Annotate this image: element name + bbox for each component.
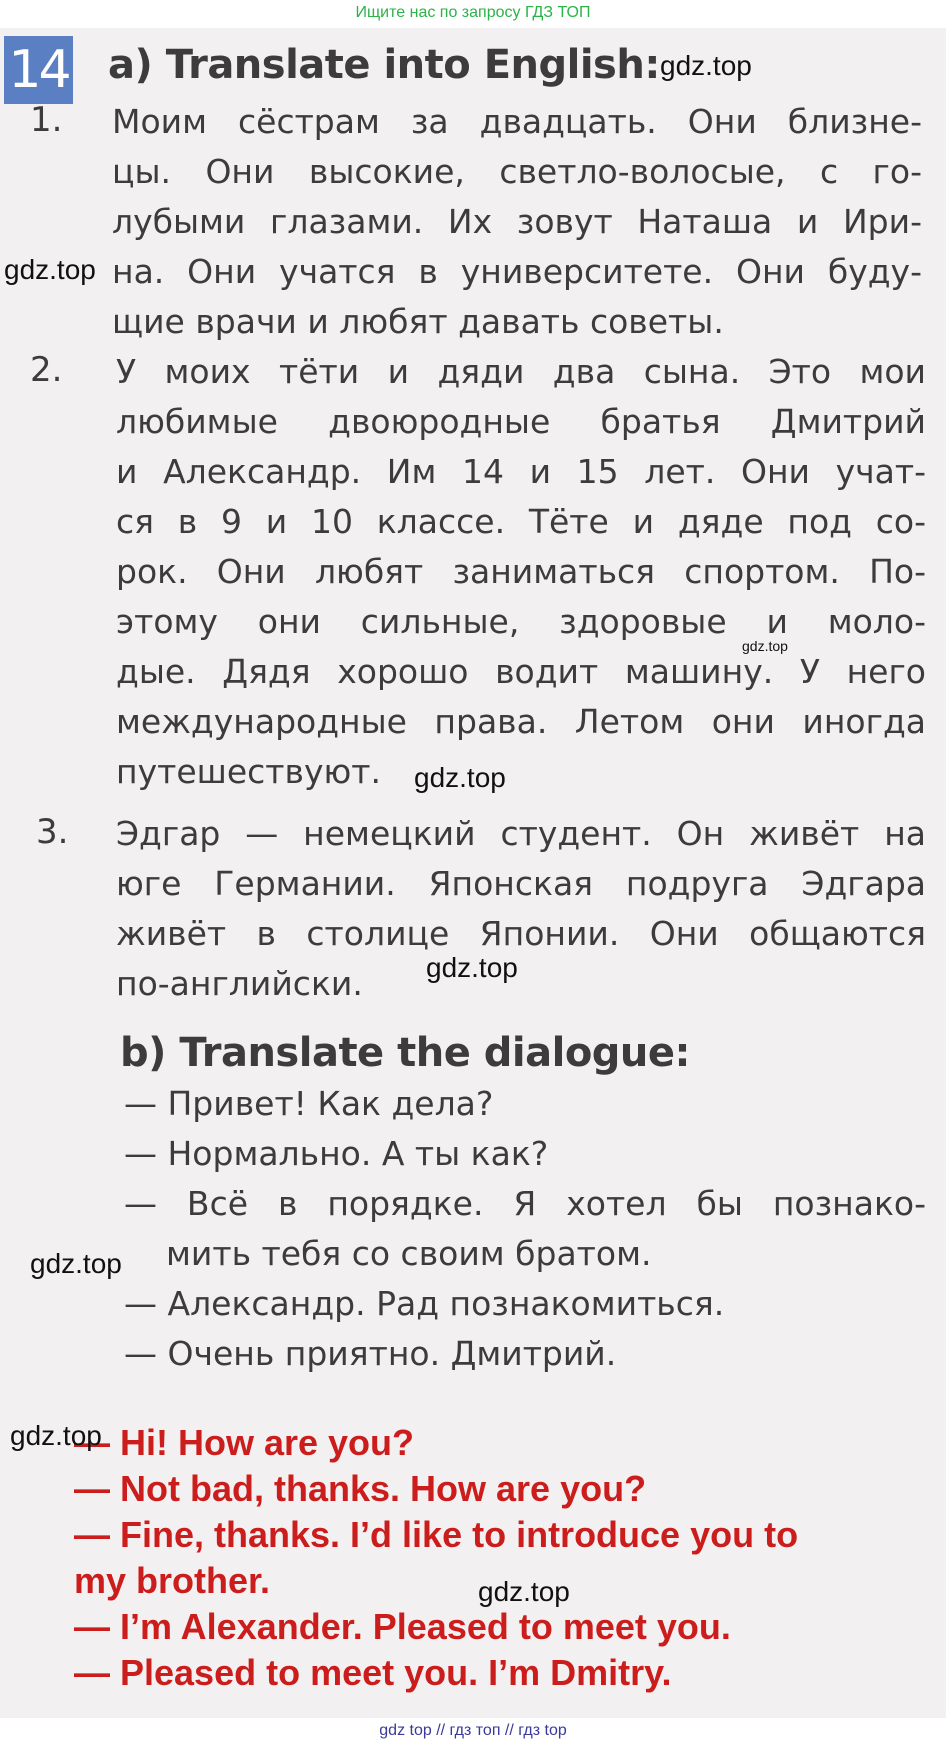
footer-links[interactable]: gdz top // гдз топ // гдз top xyxy=(379,1722,567,1739)
answer-line-2: — Not bad, thanks. How are you? xyxy=(74,1468,647,1509)
watermark: gdz.top xyxy=(4,254,96,285)
item-2-number: 2. xyxy=(30,350,63,390)
item-1-line-1: Моим сёстрам за двадцать. Они близне- xyxy=(112,102,922,141)
item-2-line-5: рок. Они любят заниматься спортом. По- xyxy=(116,552,926,591)
item-3-number: 3. xyxy=(36,812,69,852)
watermark: gdz.top xyxy=(30,1248,122,1279)
item-1-line-2: цы. Они высокие, светло-волосые, с го- xyxy=(112,152,922,191)
answer-line-5: — I’m Alexander. Pleased to meet you. xyxy=(74,1606,731,1647)
item-2-line-7: дые. Дядя хорошо водит машину. У него xyxy=(116,652,926,691)
item-2-line-9: путешествуют. xyxy=(116,752,381,791)
dialogue-line-4: мить тебя со своим братом. xyxy=(166,1234,652,1273)
part-a-heading: a) Translate into English: xyxy=(108,42,660,88)
answer-line-1: — Hi! How are you? xyxy=(74,1422,415,1463)
watermark: gdz.top xyxy=(478,1576,570,1607)
dialogue-line-3: — Всё в порядке. Я хотел бы познако- xyxy=(124,1184,926,1223)
answer-line-4: my brother. xyxy=(74,1560,271,1601)
watermark: gdz.top xyxy=(742,638,788,654)
answer-line-6: — Pleased to meet you. I’m Dmitry. xyxy=(74,1652,672,1693)
item-1-line-3: лубыми глазами. Их зовут Наташа и Ири- xyxy=(112,202,922,241)
item-3-line-1: Эдгар — немецкий студент. Он живёт на xyxy=(116,814,926,853)
watermark: gdz.top xyxy=(426,952,518,983)
dialogue-line-1: — Привет! Как дела? xyxy=(124,1084,494,1123)
item-1-line-4: на. Они учатся в университете. Они буду- xyxy=(112,252,922,291)
item-2-line-4: ся в 9 и 10 классе. Тёте и дяде под со- xyxy=(116,502,926,541)
item-2-line-2: любимые двоюродные братья Дмитрий xyxy=(116,402,926,441)
item-3-line-3: живёт в столице Японии. Они общаются xyxy=(116,914,926,953)
item-2-line-3: и Александр. Им 14 и 15 лет. Они учат- xyxy=(116,452,926,491)
dialogue-line-6: — Очень приятно. Дмитрий. xyxy=(124,1334,617,1373)
item-2-line-6: этому они сильные, здоровые и моло- xyxy=(116,602,926,641)
top-banner[interactable]: Ищите нас по запросу ГДЗ ТОП xyxy=(355,4,591,21)
textbook-page xyxy=(0,28,946,1718)
item-2-line-1: У моих тёти и дяди два сына. Это мои xyxy=(116,352,926,391)
exercise-number-badge: 14 xyxy=(4,36,73,104)
watermark: gdz.top xyxy=(10,1420,102,1451)
item-3-line-2: юге Германии. Японская подруга Эдгара xyxy=(116,864,926,903)
dialogue-line-2: — Нормально. А ты как? xyxy=(124,1134,549,1173)
item-3-line-4: по-английски. xyxy=(116,964,363,1003)
item-2-line-8: международные права. Летом они иногда xyxy=(116,702,926,741)
item-1-number: 1. xyxy=(30,100,63,140)
part-b-heading: b) Translate the dialogue: xyxy=(120,1030,691,1076)
item-1-line-5: щие врачи и любят давать советы. xyxy=(112,302,724,341)
watermark: gdz.top xyxy=(660,50,752,81)
answer-line-3: — Fine, thanks. I’d like to introduce you to xyxy=(74,1514,799,1555)
dialogue-line-5: — Александр. Рад познакомиться. xyxy=(124,1284,725,1323)
watermark: gdz.top xyxy=(414,762,506,793)
